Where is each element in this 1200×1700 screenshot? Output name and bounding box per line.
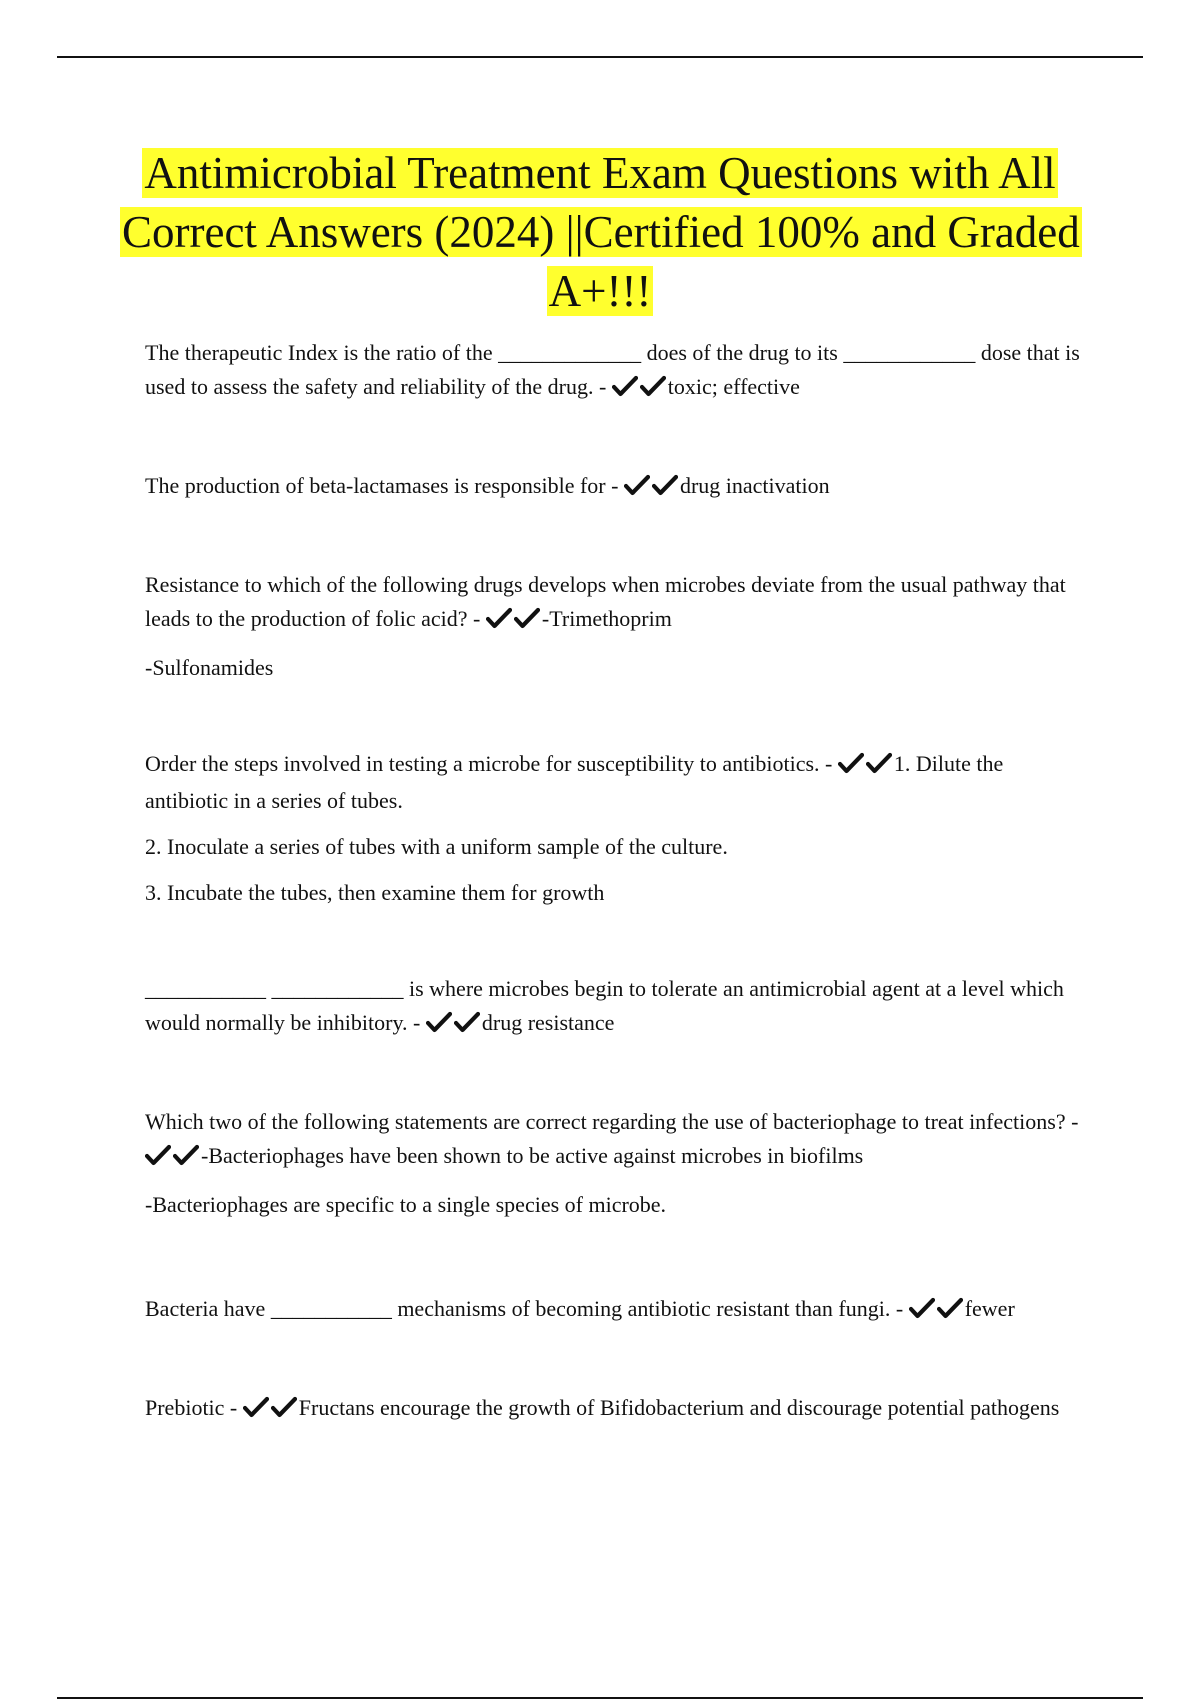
check-mark-icon	[173, 1144, 201, 1166]
qa-line	[145, 972, 1080, 1043]
check-mark-icon	[937, 1297, 965, 1319]
check-mark-icon	[838, 752, 866, 774]
qa-item	[145, 1292, 1080, 1329]
qa-item	[145, 469, 1080, 506]
check-mark-icon	[486, 607, 514, 629]
question-text: The therapeutic Index is the ratio of the _____________ does of the drug to its ____________ dose that is used to assess the safety and reliability of the drug. -	[145, 340, 1080, 399]
qa-item	[145, 1391, 1080, 1428]
question-text: Prebiotic -	[145, 1395, 238, 1420]
answer-text: Fructans encourage the growth of Bifidobacterium and discourage potential pathogens	[298, 1395, 1060, 1420]
check-mark-icon	[612, 375, 640, 397]
qa-line	[145, 469, 1080, 506]
check-marks	[612, 373, 668, 407]
check-marks	[909, 1295, 965, 1329]
answer-line: 3. Incubate the tubes, then examine them for growth	[145, 880, 605, 905]
check-marks	[486, 605, 542, 639]
qa-line	[145, 568, 1080, 639]
answer-text: toxic; effective	[667, 374, 800, 399]
qa-list	[145, 336, 1080, 1490]
answer-text: drug resistance	[481, 1010, 615, 1035]
answer-line: 2. Inoculate a series of tubes with a uniform sample of the culture.	[145, 834, 728, 859]
check-marks	[145, 1142, 201, 1176]
qa-line	[145, 1105, 1080, 1176]
question-text: Order the steps involved in testing a microbe for susceptibility to antibiotics. -	[145, 751, 833, 776]
qa-item	[145, 747, 1080, 910]
qa-line	[145, 1292, 1080, 1329]
top-rule	[57, 56, 1143, 58]
qa-line	[145, 1391, 1080, 1428]
answer-line: -Sulfonamides	[145, 655, 274, 680]
check-marks	[838, 750, 894, 784]
question-text: Resistance to which of the following drugs develops when microbes deviate from the usual pathway that leads to the production of folic acid? -	[145, 572, 1066, 631]
answer-text: -Bacteriophages have been shown to be active against microbes in biofilms	[201, 1143, 864, 1168]
qa-line	[145, 747, 1080, 818]
question-text: Which two of the following statements are correct regarding the use of bacteriophage to treat infections? -	[145, 1109, 1079, 1134]
check-mark-icon	[866, 752, 894, 774]
qa-item	[145, 568, 1080, 685]
document-title	[120, 144, 1080, 321]
check-mark-icon	[454, 1011, 482, 1033]
check-mark-icon	[909, 1297, 937, 1319]
question-text: The production of beta-lactamases is responsible for -	[145, 473, 619, 498]
check-marks	[243, 1394, 299, 1428]
check-mark-icon	[243, 1396, 271, 1418]
check-marks	[624, 472, 680, 506]
question-text: ___________ ____________ is where microbes begin to tolerate an antimicrobial agent at a level which would normally be inhibitory. -	[145, 976, 1064, 1035]
qa-item	[145, 972, 1080, 1043]
qa-item	[145, 336, 1080, 407]
title-highlight: Antimicrobial Treatment Exam Questions with All Correct Answers (2024) ||Certified 100% and Graded A+!!!	[122, 148, 1080, 316]
question-text: Bacteria have ___________ mechanisms of becoming antibiotic resistant than fungi. -	[145, 1296, 904, 1321]
check-mark-icon	[271, 1396, 299, 1418]
check-mark-icon	[145, 1144, 173, 1166]
check-mark-icon	[514, 607, 542, 629]
check-mark-icon	[426, 1011, 454, 1033]
qa-line	[145, 336, 1080, 407]
answer-text: fewer	[964, 1296, 1015, 1321]
check-mark-icon	[624, 474, 652, 496]
answer-line: -Bacteriophages are specific to a single species of microbe.	[145, 1192, 667, 1217]
bottom-rule	[57, 1697, 1143, 1699]
check-marks	[426, 1009, 482, 1043]
answer-text: 1. Dilute the antibiotic in a series of tubes.	[145, 751, 1004, 813]
answer-text: -Trimethoprim	[541, 606, 672, 631]
qa-item	[145, 1105, 1080, 1222]
check-mark-icon	[640, 375, 668, 397]
check-mark-icon	[652, 474, 680, 496]
answer-text: drug inactivation	[679, 473, 830, 498]
